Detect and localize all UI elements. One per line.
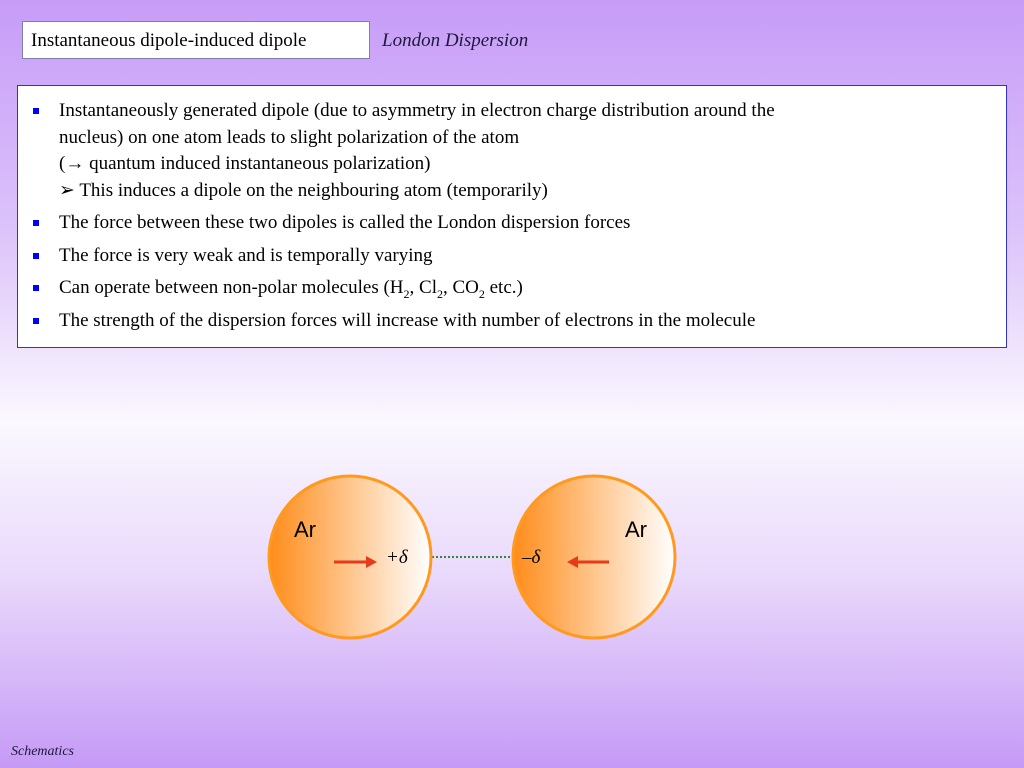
slide-subtitle: London Dispersion bbox=[382, 30, 529, 51]
subscript: 2 bbox=[436, 286, 443, 301]
bullet-text: The force is very weak and is temporally varying bbox=[59, 244, 433, 266]
slide-title: Instantaneous dipole-induced dipole bbox=[31, 30, 307, 51]
bullet-text-suffix: etc.) bbox=[484, 277, 523, 298]
sub-point-text: ➢ This induces a dipole on the neighbouring atom (temporarily) bbox=[59, 179, 548, 201]
partial-negative-charge: –δ bbox=[522, 547, 541, 568]
bullet-text-line: (→ quantum induced instantaneous polarization) bbox=[59, 153, 431, 174]
bullet-text: The force between these two dipoles is called the London dispersion forces bbox=[59, 212, 631, 233]
bullet-text-line: Instantaneously generated dipole (due to asymmetry in electron charge distribution around the bbox=[59, 100, 775, 121]
bullet-text-line: nucleus) on one atom leads to slight polarization of the atom bbox=[59, 126, 520, 148]
subscript: 2 bbox=[403, 286, 410, 301]
bullet-text-part: , CO bbox=[442, 277, 479, 298]
bullet-text: The strength of the dispersion forces will increase with number of electrons in the molecule bbox=[59, 309, 756, 331]
atom-left-label: Ar bbox=[294, 517, 316, 542]
bullet-text-part: , Cl bbox=[409, 277, 437, 298]
partial-positive-charge: +δ bbox=[386, 547, 408, 568]
footer-label: Schematics bbox=[11, 744, 74, 759]
atom-right-label: Ar bbox=[625, 517, 647, 542]
bullet-text-prefix: Can operate between non-polar molecules (H bbox=[59, 277, 404, 298]
subscript: 2 bbox=[478, 286, 485, 301]
